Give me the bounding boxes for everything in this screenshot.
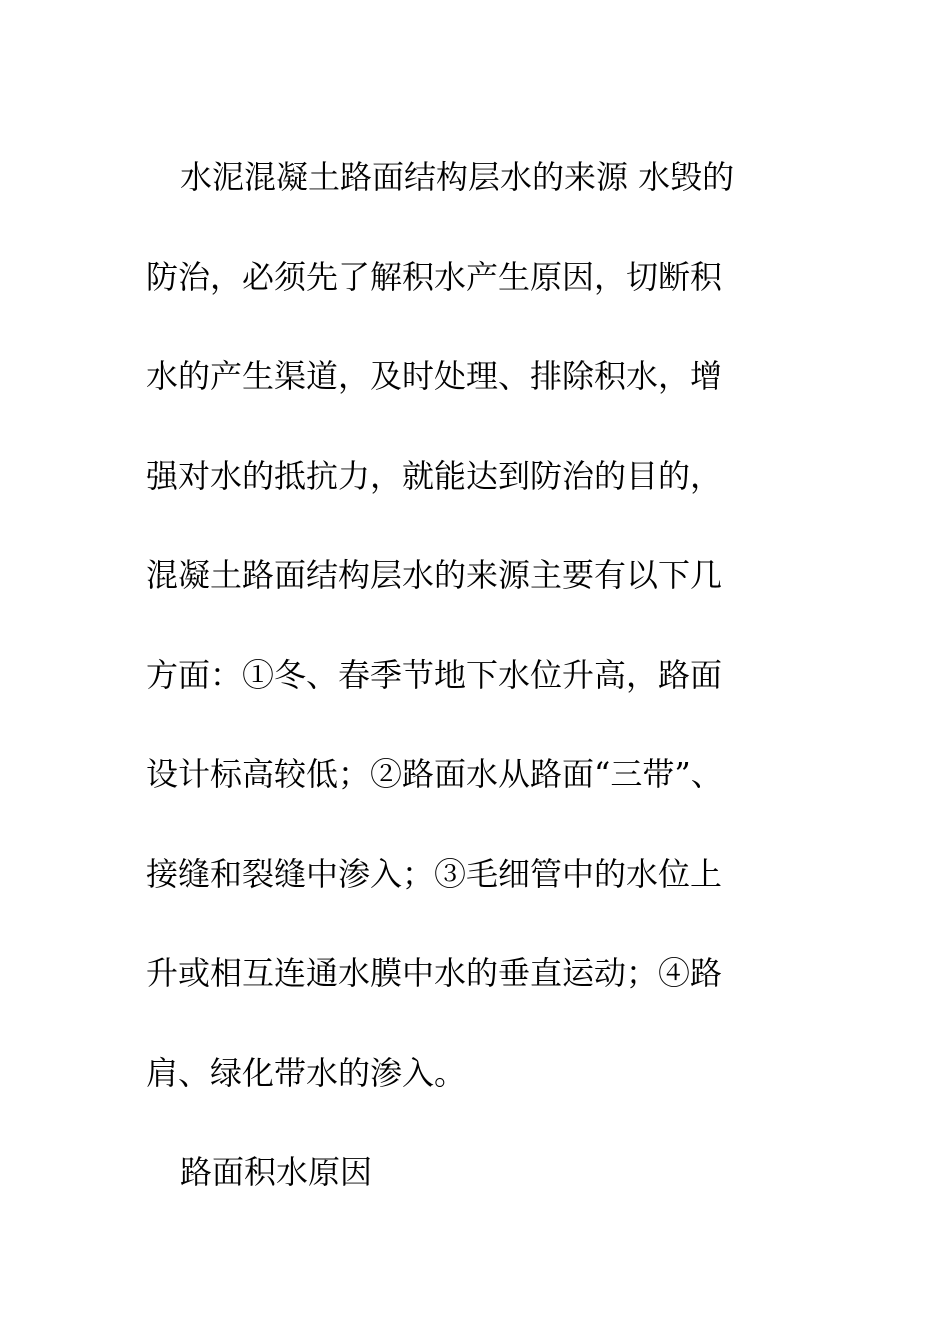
paragraph-line-6: 方面：①冬、春季节地下水位升高，路面 (146, 655, 723, 694)
paragraph-line-3: 水的产生渠道，及时处理、排除积水，增 (146, 357, 723, 395)
paragraph-line-2: 防治，必须先了解积水产生原因，切断积 (146, 257, 723, 296)
paragraph-line-8: 接缝和裂缝中渗入；③毛细管中的水位上 (146, 854, 723, 893)
paragraph-line-1: 水泥混凝土路面结构层水的来源 水毁的 (180, 158, 735, 196)
document-body (146, 128, 806, 1223)
paragraph-line-5: 混凝土路面结构层水的来源主要有以下几 (146, 556, 723, 594)
paragraph-line-9: 升或相互连通水膜中水的垂直运动；④路 (146, 954, 723, 992)
paragraph-line-7: 设计标高较低；②路面水从路面“三带”、 (146, 755, 723, 793)
paragraph-line-4: 强对水的抵抗力，就能达到防治的目的， (146, 456, 723, 495)
section-heading: 路面积水原因 (180, 1153, 373, 1191)
paragraph-line-10: 肩、绿化带水的渗入。 (146, 1053, 467, 1092)
